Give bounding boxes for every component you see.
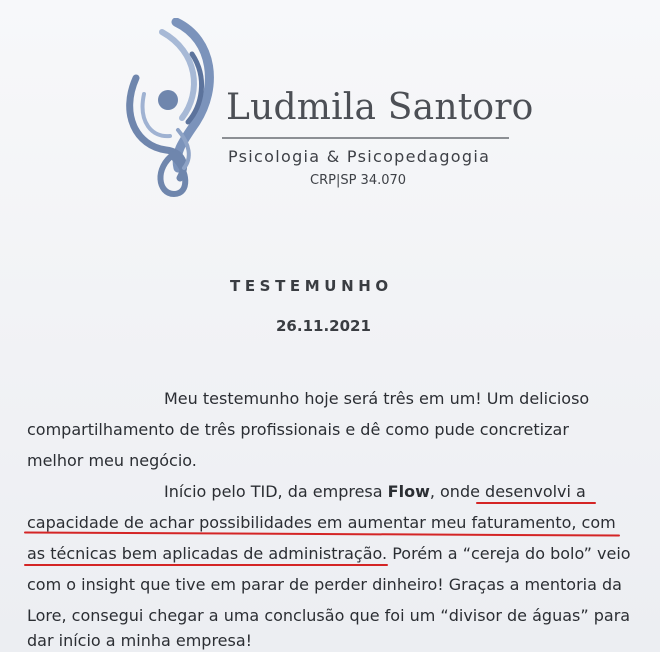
paragraph2-line1-end: , onde desenvolvi a — [429, 482, 586, 501]
document-date: 26.11.2021 — [276, 317, 371, 335]
paragraph1-line1: Meu testemunho hoje será três em um! Um delicioso — [164, 389, 590, 408]
paragraph2-line4: com o insight que tive em parar de perder dinheiro! Graças a mentoria da — [27, 575, 622, 594]
highlight-underline — [476, 502, 596, 504]
registration-number: CRP|SP 34.070 — [310, 173, 407, 188]
highlight-underline — [24, 564, 388, 566]
paragraph2-line1-start: Início pelo TID, da empresa — [164, 482, 388, 501]
dancing-figure-logo-icon — [118, 18, 222, 200]
paragraph2-line3: as técnicas bem aplicadas de administração. Porém a “cereja do bolo” veio — [27, 544, 631, 563]
paragraph1-line2: compartilhamento de três profissionais e dê como pude concretizar — [27, 420, 569, 439]
brand-subtitle: Psicologia & Psicopedagogia — [228, 147, 491, 166]
document-title: TESTEMUNHO — [230, 277, 393, 295]
brand-name: Ludmila Santoro — [226, 87, 534, 128]
company-name: Flow — [387, 482, 430, 501]
paragraph1-line3: melhor meu negócio. — [27, 451, 197, 470]
brand-divider — [222, 137, 509, 139]
paragraph2-line5: Lore, consegui chegar a uma conclusão que foi um “divisor de águas” para — [27, 606, 631, 625]
paragraph2-line2: capacidade de achar possibilidades em aumentar meu faturamento, com — [27, 513, 616, 532]
paragraph2-line1 — [164, 481, 586, 503]
paragraph2-line6: dar início a minha empresa! — [27, 631, 253, 650]
